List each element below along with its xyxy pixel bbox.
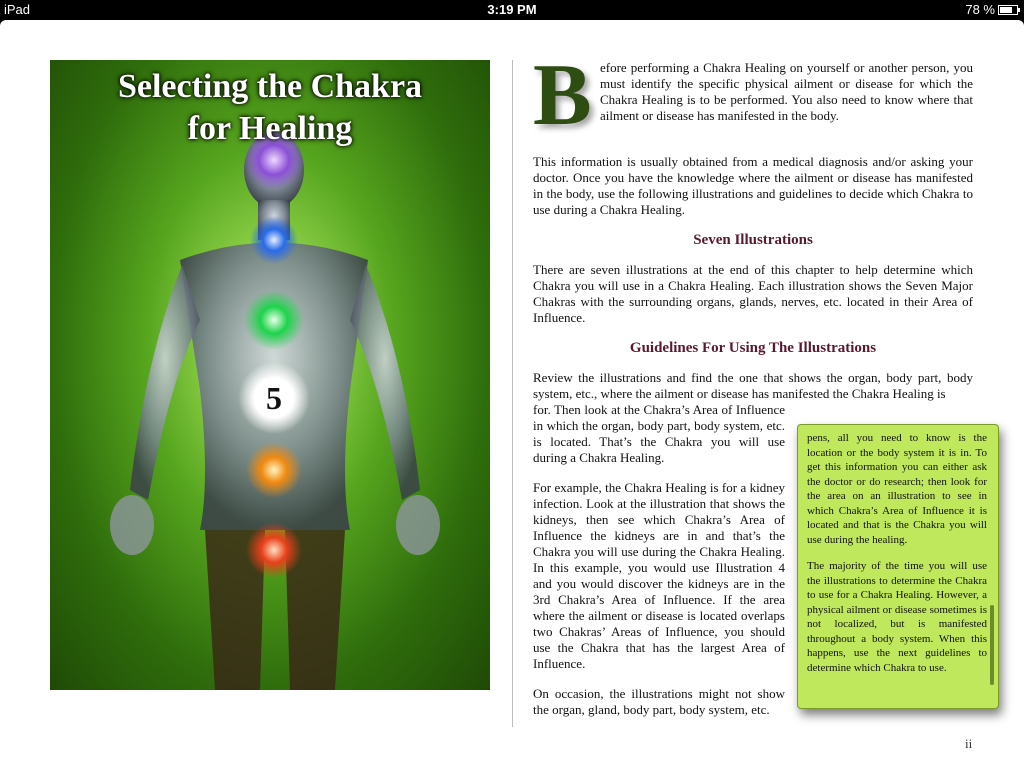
paragraph-4a: Review the illustrations and find the one that shows the organ, body part, body system, etc., where the ailment or disease has manifested the Chakra Healing is bbox=[533, 370, 973, 401]
paragraph-1: efore performing a Chakra Healing on yourself or another person, you must identify the specific physical ailment or disease for which the Chakra Healing is to be performed. You also need to know where that ailment or disease has manifested in the body. bbox=[600, 60, 973, 123]
battery-indicator bbox=[965, 2, 1018, 17]
chakra-number-label: 5 bbox=[266, 380, 282, 416]
chakra-body-figure bbox=[50, 60, 490, 690]
cover-illustration[interactable] bbox=[50, 60, 490, 690]
paragraph-2: This information is usually obtained from a medical diagnosis and/or asking your doctor. Once you have the knowledge where the ailment or disease has manifested in the body, use the following illustrations and guidelines to decide which Chakra to use during a Chakra Healing. bbox=[533, 154, 973, 217]
paragraph-6: On occasion, the illustrations might not show the organ, gland, body part, body system, etc. bbox=[533, 686, 785, 717]
cover-title-line1: Selecting the Chakra bbox=[117, 68, 423, 105]
note-paragraph-2: The majority of the time you will use the illustrations to determine the Chakra to use for a Chakra Healing. However, a physical ailment or disease sometimes is not localized, but is manifested throughout a body system. When this happens, use the next guidelines to determine which Chakra to use. bbox=[807, 560, 987, 674]
cover-title bbox=[50, 66, 490, 150]
page-number: ii bbox=[965, 736, 973, 751]
intro-paragraph-block bbox=[533, 47, 973, 144]
page-divider bbox=[512, 60, 513, 727]
paragraph-3: There are seven illustrations at the end of this chapter to help determine which Chakra you will use in a Chakra Healing. Each illustration shows the Seven Major Chakras with the surrounding organs, glands, nerves, etc. located in their Area of Influence. bbox=[533, 262, 973, 325]
paragraph-5: For example, the Chakra Healing is for a kidney infection. Look at the illustration that shows the kidneys, then see which Chakra’s Area of Influence the kidneys are in and that’s the Chakra you will use during the Chakra Healing. In this example, you would use Illustration 4 and you would discover the kidneys are in the 3rd Chakra’s Area of Influence. If the area where the ailment or disease is located overlaps two Chakras’ Areas of Influence, you should use the Chakra that has the largest Area of Influence. bbox=[533, 480, 785, 671]
paragraph-4b: for. Then look at the Chakra’s Area of Influence in which the organ, body part, body system, etc. is located. That’s the Chakra you will use during a Chakra Healing. bbox=[533, 402, 785, 465]
heading-seven-illustrations: Seven Illustrations bbox=[693, 232, 813, 248]
battery-icon bbox=[998, 5, 1018, 15]
note-paragraph-1: pens, all you need to know is the location or the body system it is in. To get this information you can either ask the doctor or do research; then look for the area on an illustration to see in which Chakra’s Area of Influence it is located and that is the Chakra you will use during the healing. bbox=[807, 432, 987, 546]
cover-title-line2: for Healing bbox=[187, 110, 353, 147]
device-label: iPad bbox=[4, 2, 31, 17]
drop-cap: B bbox=[533, 47, 592, 144]
note-text bbox=[807, 431, 987, 687]
sticky-note[interactable] bbox=[797, 424, 999, 709]
heading-guidelines: Guidelines For Using The Illustrations bbox=[629, 340, 877, 356]
status-bar bbox=[0, 0, 1024, 20]
book-page[interactable] bbox=[0, 20, 1024, 768]
note-scrollbar[interactable] bbox=[990, 605, 994, 685]
clock: 3:19 PM bbox=[487, 2, 537, 17]
battery-percent: 78 % bbox=[965, 2, 995, 17]
